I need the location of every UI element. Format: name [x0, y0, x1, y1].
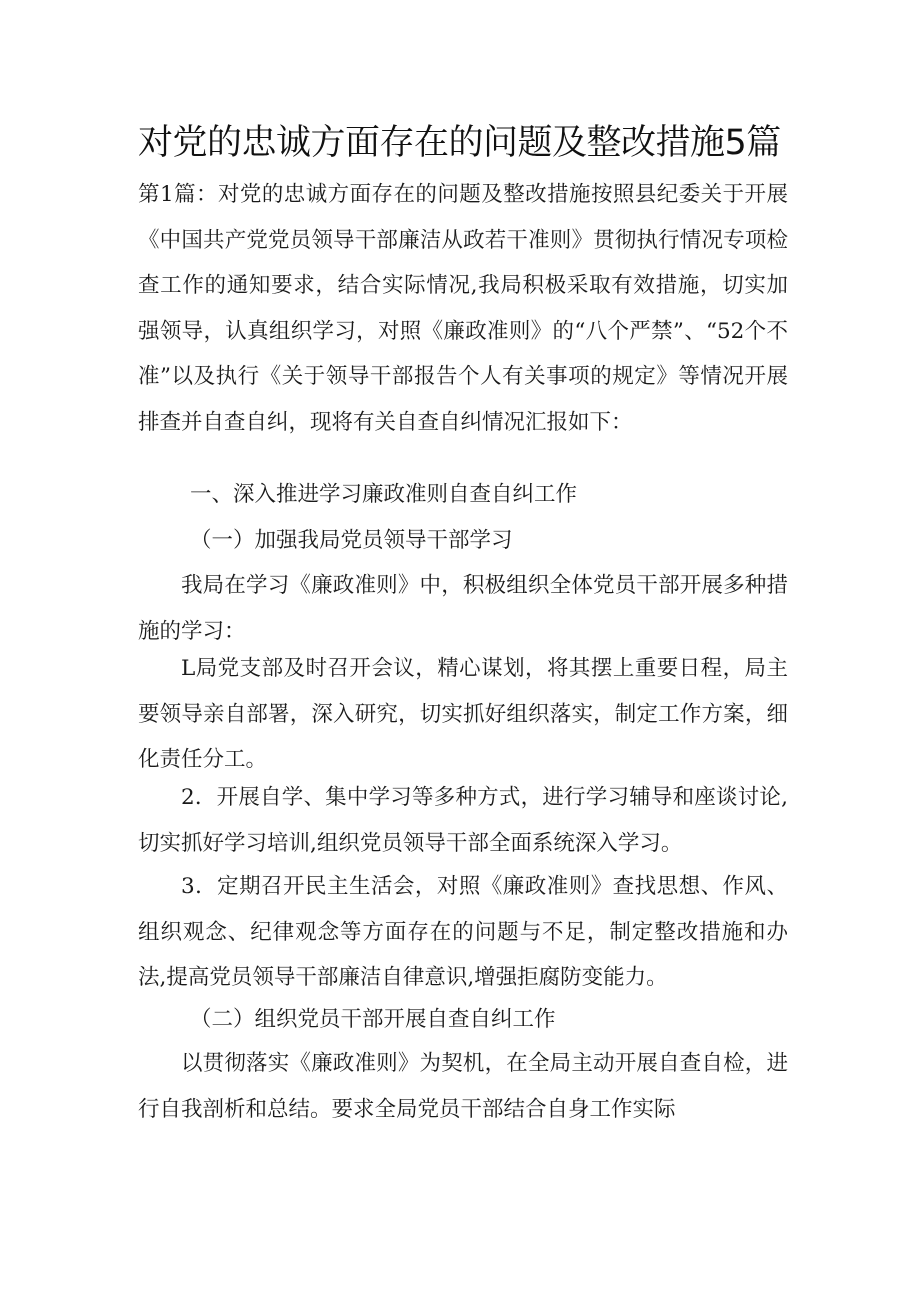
paragraph-study-measures: 我局在学习《廉政准则》中，积极组织全体党员干部开展多种措施的学习：: [138, 573, 788, 644]
list-item-3: 3．定期召开民主生活会，对照《廉政准则》查找思想、作风、组织观念、纪律观念等方面存在的问题与不足，制定整改措施和办法,提高党员领导干部廉洁自律意识,增强拒腐防变能力。: [138, 874, 788, 991]
subsection-heading-1-1: （一）加强我局党员领导干部学习: [190, 528, 513, 553]
subsection-heading-1-2: （二）组织党员干部开展自查自纠工作: [190, 1007, 556, 1032]
paragraph-self-inspection: 以贯彻落实《廉政准则》为契机，在全局主动开展自查自检，进行自我剖析和总结。要求全局党员干部结合自身工作实际: [138, 1051, 788, 1122]
section-heading-1: 一、深入推进学习廉政准则自查自纠工作: [190, 482, 578, 507]
intro-paragraph: 第1篇：对党的忠诚方面存在的问题及整改措施按照县纪委关于开展《中国共产党党员领导干部廉洁从政若干准则》贯彻执行情况专项检查工作的通知要求，结合实际情况,我局积极采取有效措施，切实加强领导，认真组织学习，对照《廉政准则》的“八个严禁”、“52个不准”以及执行《关于领导干部报告个人有关事项的规定》等情况开展排查并自查自纠，现将有关自查自纠情况汇报如下：: [138, 182, 788, 435]
list-item-2: 2．开展自学、集中学习等多种方式，进行学习辅导和座谈讨论,切实抓好学习培训,组织党员领导干部全面系统深入学习。: [138, 785, 788, 856]
document-title: 对党的忠诚方面存在的问题及整改措施5篇: [138, 123, 781, 163]
list-item-1: L局党支部及时召开会议，精心谋划，将其摆上重要日程，局主要领导亲自部署，深入研究，切实抓好组织落实，制定工作方案，细化责任分工。: [138, 656, 788, 773]
